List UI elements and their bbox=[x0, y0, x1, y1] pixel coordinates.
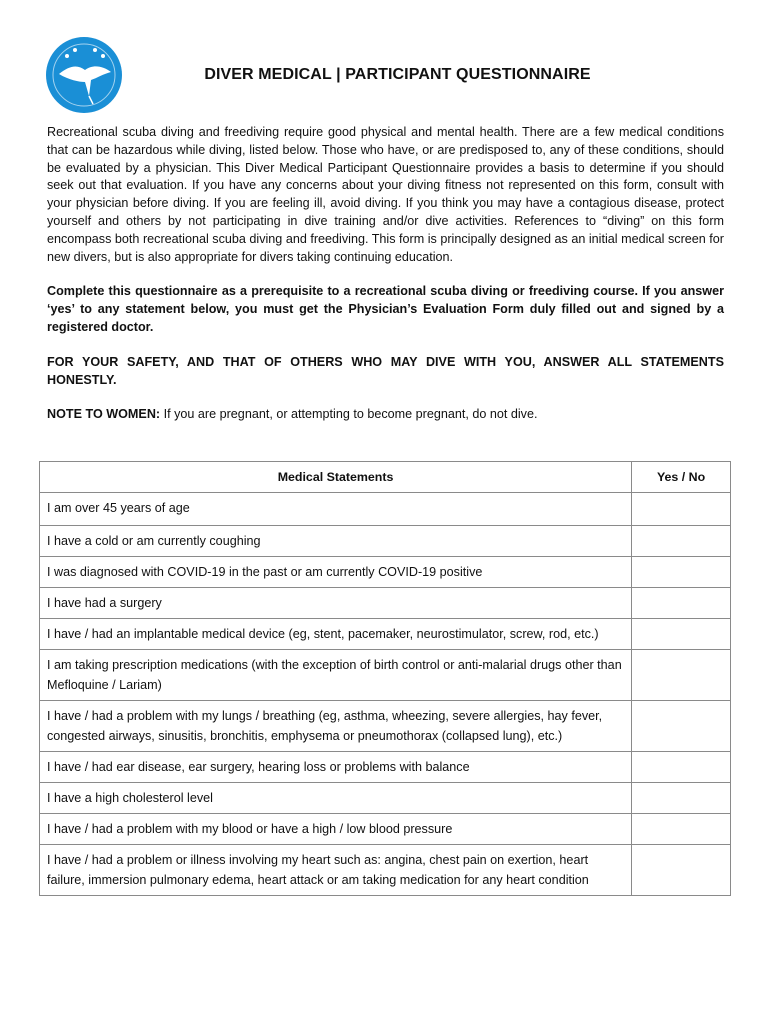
table-row bbox=[40, 493, 731, 526]
answer-cell[interactable] bbox=[632, 783, 731, 814]
table-row bbox=[40, 783, 731, 814]
statement-cell: I have had a surgery bbox=[40, 588, 632, 619]
document-body bbox=[47, 124, 724, 441]
answer-cell[interactable] bbox=[632, 701, 731, 752]
statement-cell: I am over 45 years of age bbox=[40, 493, 632, 526]
answer-cell[interactable] bbox=[632, 845, 731, 896]
table-row bbox=[40, 619, 731, 650]
statement-cell: I have a cold or am currently coughing bbox=[40, 526, 632, 557]
answer-cell[interactable] bbox=[632, 557, 731, 588]
header-yes-no: Yes / No bbox=[632, 462, 731, 493]
statement-cell: I am taking prescription medications (with the exception of birth control or anti-malarial drugs other than Mefloquine / Lariam) bbox=[40, 650, 632, 701]
answer-cell[interactable] bbox=[632, 588, 731, 619]
table-row bbox=[40, 752, 731, 783]
page-title: DIVER MEDICAL | PARTICIPANT QUESTIONNAIRE bbox=[204, 66, 591, 83]
statement-cell: I have / had a problem with my blood or have a high / low blood pressure bbox=[40, 814, 632, 845]
table-row bbox=[40, 814, 731, 845]
table-row bbox=[40, 845, 731, 896]
answer-cell[interactable] bbox=[632, 493, 731, 526]
answer-cell[interactable] bbox=[632, 619, 731, 650]
table-row bbox=[40, 557, 731, 588]
medical-statements-table bbox=[39, 461, 731, 896]
table-row bbox=[40, 588, 731, 619]
statement-cell: I have a high cholesterol level bbox=[40, 783, 632, 814]
statement-cell: I have / had an implantable medical device (eg, stent, pacemaker, neurostimulator, screw, rod, etc.) bbox=[40, 619, 632, 650]
statement-cell: I have / had ear disease, ear surgery, hearing loss or problems with balance bbox=[40, 752, 632, 783]
note-to-women bbox=[47, 406, 724, 424]
header-medical-statements: Medical Statements bbox=[40, 462, 632, 493]
answer-cell[interactable] bbox=[632, 814, 731, 845]
table-row bbox=[40, 701, 731, 752]
table-header-row bbox=[40, 462, 731, 493]
note-label: NOTE TO WOMEN: bbox=[47, 407, 161, 422]
statement-cell: I have / had a problem with my lungs / breathing (eg, asthma, wheezing, severe allergies, hay fever, congested airways, sinusitis, bronchitis, emphysema or pneumothorax (collapsed lung), etc.) bbox=[40, 701, 632, 752]
statement-cell: I have / had a problem or illness involving my heart such as: angina, chest pain on exertion, heart failure, immersion pulmonary edema, heart attack or am taking medication for any heart condition bbox=[40, 845, 632, 896]
table-row bbox=[40, 526, 731, 557]
intro-paragraph: Recreational scuba diving and freediving require good physical and mental health. There are a few medical conditions that can be hazardous while diving, listed below. Those who have, or are predisposed to, any of these conditions, should be evaluated by a physician. This Diver Medical Participant Questionnaire provides a basis to determine if you should seek out that evaluation. If you have any concerns about your diving fitness not represented on this form, consult with your physician before diving. If you are feeling ill, avoid diving. If you think you may have a contagious disease, protect yourself and others by not participating in dive training and/or dive activities. References to “diving” on this form encompass both recreational scuba diving and freediving. This form is principally designed as an initial medical screen for new divers, but is also appropriate for divers taking continuing education. bbox=[47, 125, 724, 264]
table-row bbox=[40, 650, 731, 701]
statement-cell: I was diagnosed with COVID-19 in the past or am currently COVID-19 positive bbox=[40, 557, 632, 588]
answer-cell[interactable] bbox=[632, 752, 731, 783]
complete-instruction: Complete this questionnaire as a prerequisite to a recreational scuba diving or freediving course. If you answer ‘yes’ to any statement below, you must get the Physician’s Evaluation Form duly filled out and signed by a registered doctor. bbox=[47, 284, 724, 334]
answer-cell[interactable] bbox=[632, 526, 731, 557]
note-text: If you are pregnant, or attempting to become pregnant, do not dive. bbox=[160, 407, 538, 422]
safety-notice: FOR YOUR SAFETY, AND THAT OF OTHERS WHO MAY DIVE WITH YOU, ANSWER ALL STATEMENTS HONESTLY. bbox=[47, 354, 724, 387]
answer-cell[interactable] bbox=[632, 650, 731, 701]
